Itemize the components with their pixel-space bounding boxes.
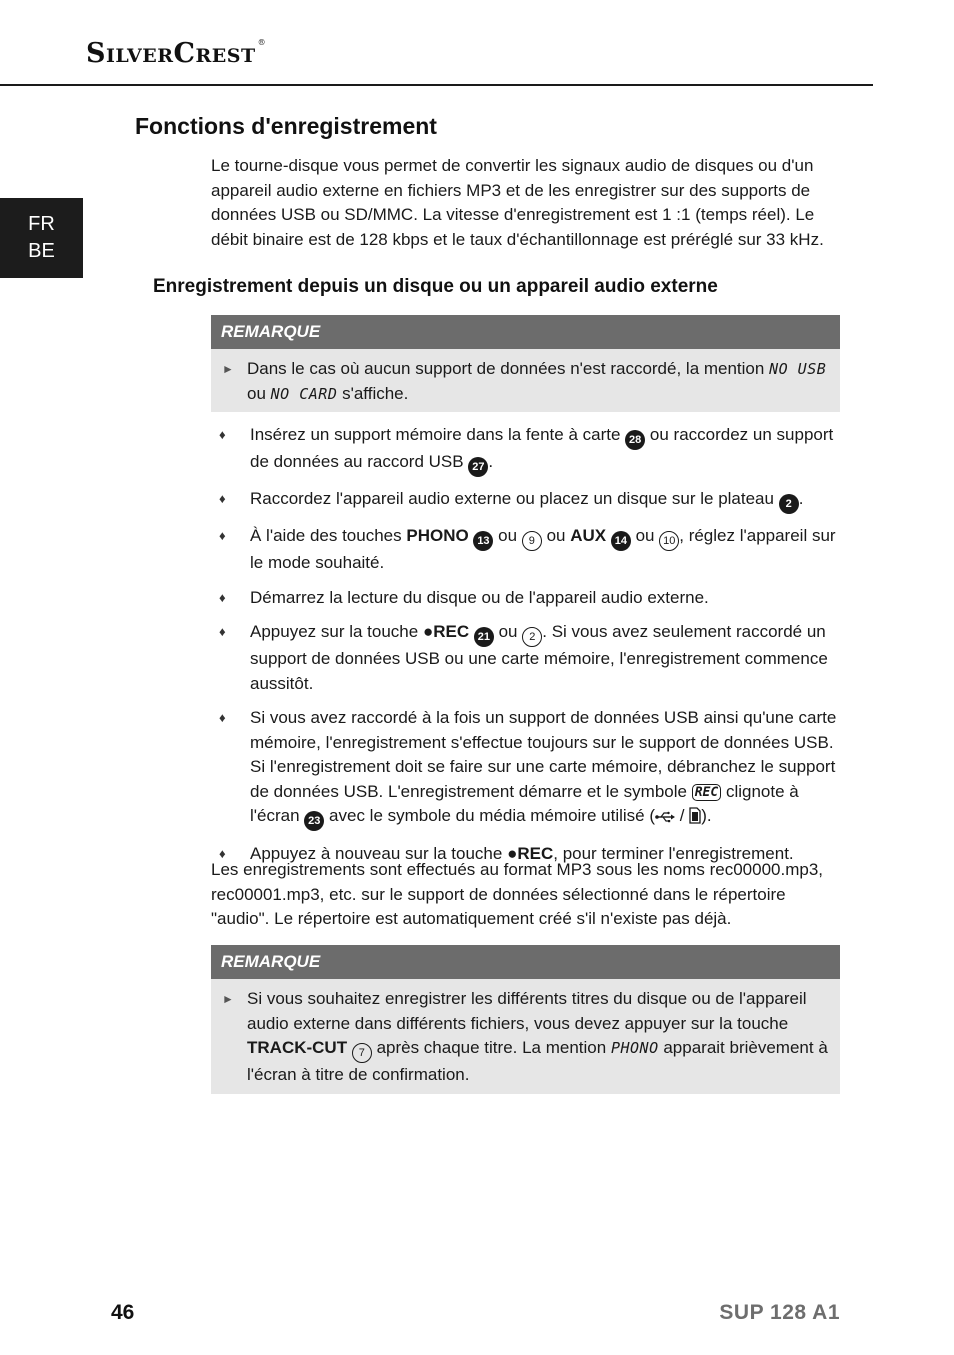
ref-number-badge: 13 [473,531,493,551]
step-item [211,487,843,514]
section-title: Fonctions d'enregistrement [135,113,437,139]
diamond-icon: ♦ [219,528,226,543]
step-text: Démarrez la lecture du disque ou de l'appareil audio externe. [250,587,709,607]
usb-icon [655,806,675,831]
note-text: après chaque titre. La mention [376,1038,607,1057]
language-code-be: BE [28,240,55,262]
ref-number-badge: 21 [474,627,494,647]
rec-display-icon: REC [692,784,721,801]
diamond-icon: ♦ [219,589,226,605]
step-text: ou raccordez un support de données au raccord USB [250,425,834,471]
step-text: . Si vous avez seulement raccordé un support de données USB ou une carte mémoire, l'enregistrement commence aussitôt. [250,622,828,693]
intro-paragraph: Le tourne-disque vous permet de convertir les signaux audio de disques ou d'un appareil audio externe en fichiers MP3 et de les enregistrer sur des supports de données USB ou SD/MMC. La vitesse d'enregistrement est 1 :1 (temps réel). Le débit binaire est de 128 kbps et le taux d'échantillonnage est préréglé sur 33 kHz. [211,156,824,249]
button-name-aux: AUX [570,526,607,545]
note-body [211,349,840,412]
step-item [211,706,843,832]
note-text: apparait brièvement à l'écran à titre de confirmation. [247,1038,828,1084]
button-name-track-cut: TRACK-CUT [247,1038,348,1057]
button-name-phono: PHONO [406,526,469,545]
step-text: . [488,452,494,471]
display-text-phono: PHONO [610,1039,659,1057]
display-text-no-usb: NO USB [769,360,827,378]
note-text: ou [247,383,266,403]
button-name-rec: ●REC [422,622,470,641]
step-item [211,586,843,611]
diamond-icon: ♦ [219,845,226,861]
step-text: Raccordez l'appareil audio externe ou placez un disque sur le plateau [250,489,774,508]
note-text: Si vous souhaitez enregistrer les différents titres du disque ou de l'appareil audio externe dans différents fichiers, vous devez appuyer sur la touche [247,989,807,1033]
model-number: SUP 128 A1 [719,1301,840,1324]
ref-number-badge: 2 [779,494,799,514]
step-text: Insérez un support mémoire dans la fente à carte [250,425,621,444]
diamond-icon: ♦ [219,427,226,442]
diamond-icon: ♦ [219,491,226,506]
sd-card-icon [689,807,701,832]
subsection-title: Enregistrement depuis un disque ou un appareil audio externe [153,276,718,297]
triangle-right-icon: ► [222,362,234,376]
step-text: ou [498,526,518,545]
step-text: ou [498,622,518,641]
note-text: Dans le cas où aucun support de données n'est raccordé, la mention [247,359,765,378]
ref-number-outline: 10 [659,531,679,551]
step-text: , pour terminer l'enregistrement. [553,843,794,863]
step-text: . [798,489,804,508]
step-text: Appuyez sur la touche [250,622,419,641]
step-text: À l'aide des touches [250,526,402,545]
step-item [211,423,843,477]
outro-paragraph: Les enregistrements sont effectués au format MP3 sous les noms rec00000.mp3, rec00001.mp3, etc. sur le support de données sélectionné dans le répertoire "audio". Le répertoire est automatiquement créé s'il n'existe pas déjà. [211,860,823,928]
language-code-fr: FR [28,213,55,235]
brand-logo [86,38,266,69]
ref-number-outline: 2 [522,627,542,647]
note-heading: REMARQUE [211,315,840,349]
ref-number-outline: 7 [352,1043,372,1063]
ref-number-badge: 14 [611,531,631,551]
page-number: 46 [111,1301,135,1324]
note-body [211,979,840,1094]
step-text: ou [546,526,566,545]
step-item [211,524,843,576]
step-item [211,620,843,696]
header-rule [0,84,873,86]
step-text: ). [701,806,712,825]
display-text-no-card: NO CARD [270,384,338,403]
step-text: clignote à l'écran [250,781,799,825]
ref-number-badge: 28 [625,430,645,450]
note-text: s'affiche. [342,383,409,403]
triangle-right-icon: ► [222,992,234,1006]
ref-number-outline: 9 [522,531,542,551]
step-text: , réglez l'appareil sur le mode souhaité. [250,526,836,572]
language-tab [0,198,83,278]
note-box-2 [211,945,840,1094]
ref-number-badge: 23 [304,811,324,831]
step-text: ou [635,526,655,545]
note-heading: REMARQUE [211,945,840,979]
step-text: / [679,806,685,825]
step-text: Appuyez à nouveau sur la touche [250,843,503,863]
step-text: avec le symbole du média mémoire utilisé ( [329,806,655,825]
note-box-1 [211,315,840,412]
ref-number-badge: 27 [468,457,488,477]
registered-mark: ® [257,38,267,47]
brand-name: SilverCrest [86,38,256,69]
step-text: Si vous avez raccordé à la fois un support de données USB ainsi qu'une carte mémoire, l'enregistrement s'effectue toujours sur le support de données USB. Si l'enregistrement doit se faire sur une carte mémoire, débranchez le support de données USB. L'enregistrement démarre et le symbole [250,708,837,801]
step-list [211,423,843,876]
diamond-icon: ♦ [219,624,226,639]
diamond-icon: ♦ [219,710,226,725]
button-name-rec: ●REC [507,843,554,863]
